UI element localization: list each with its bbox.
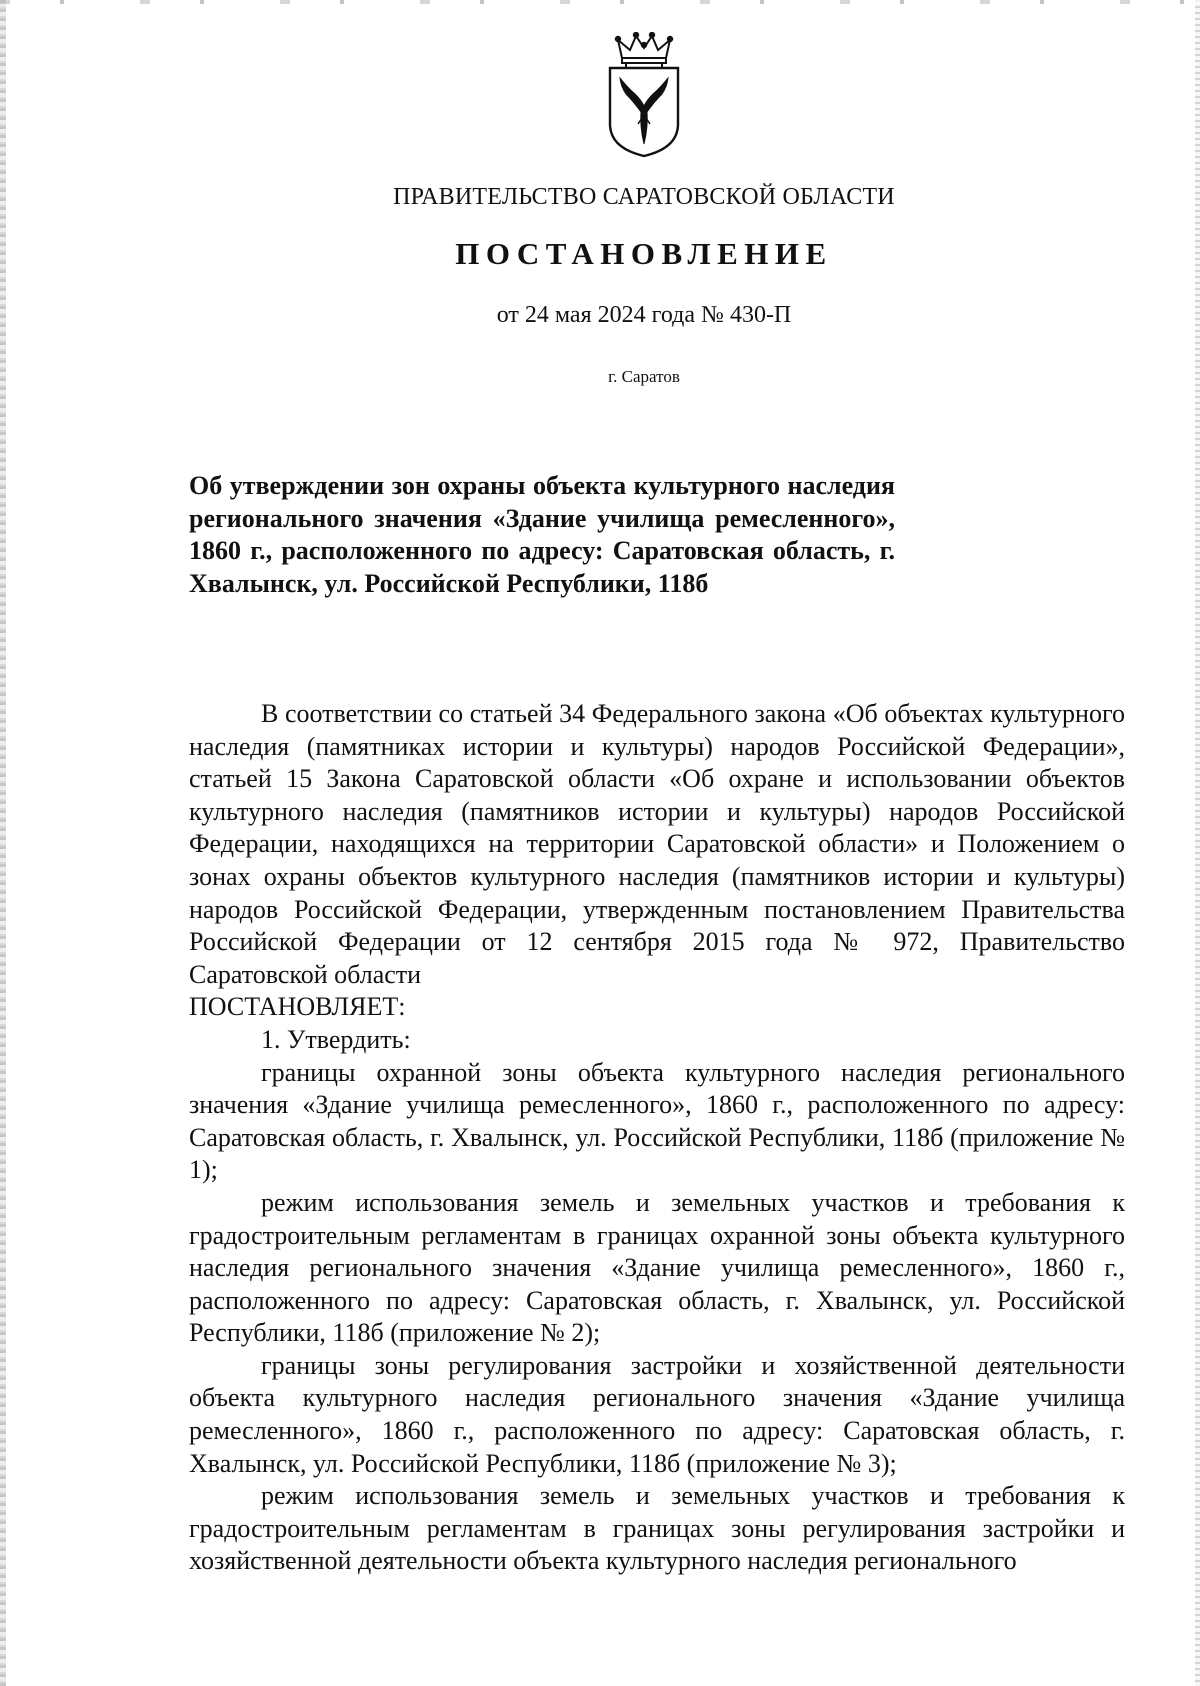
issuer-name: ПРАВИТЕЛЬСТВО САРАТОВСКОЙ ОБЛАСТИ xyxy=(393,184,895,210)
document-date-number: от 24 мая 2024 года № 430-П xyxy=(496,302,792,328)
scan-edge-top xyxy=(0,0,1200,4)
clause-1-paragraph: границы охранной зоны объекта культурного наследия регионального значения «Здание училища ремесленного», 1860 г., расположенного по адресу: Саратовская область, г. Хвалынск, ул. Российской Республики, 118б (приложение № 1); xyxy=(189,1057,1125,1185)
clause-2-paragraph: режим использования земель и земельных участков и требования к градостроительным регламентам в границах охранной зоны объекта культурного наследия регионального значения «Здание училища ремесленного», 1860 г., расположенного по адресу: Саратовская область, г. Хвалынск, ул. Российской Республики, 118б (приложение № 2); xyxy=(189,1187,1125,1348)
preamble-paragraph: В соответствии со статьей 34 Федерального закона «Об объектах культурного наследия (памятниках истории и культуры) народов Российской Федерации», статьей 15 Закона Саратовской области «Об охране и использовании объектов культурного наследия (памятников истории и культуры) народов Российской Федерации, находящихся на территории Саратовской области» и Положением о зонах охраны объектов культурного наследия (памятников истории и культуры) народов Российской Федерации, утвержденным постановлением Правительства Российской Федерации от 12 сентября 2015 года № 972, Правительство Саратовской области xyxy=(189,699,1125,989)
resolves-line: ПОСТАНОВЛЯЕТ: xyxy=(189,992,406,1022)
document-type: ПОСТАНОВЛЕНИЕ xyxy=(455,236,833,271)
clause-4-paragraph: режим использования земель и земельных участков и требования к градостроительным регламентам в границах зоны регулирования застройки и хозяйственной деятельности объекта культурного наследия регионального xyxy=(189,1481,1125,1576)
item-1-heading: 1. Утвердить: xyxy=(261,1024,411,1054)
document-city: г. Саратов xyxy=(608,367,680,386)
saratov-oblast-coat-of-arms-icon xyxy=(604,32,684,158)
document-title: Об утверждении зон охраны объекта культурного наследия регионального значения «Здание училища ремесленного», 1860 г., расположенного по адресу: Саратовская область, г. Хвалынск, ул. Российской Республики, 118б xyxy=(189,471,895,598)
document-body xyxy=(189,698,1125,1578)
clause-3-paragraph: границы зоны регулирования застройки и хозяйственной деятельности объекта культурного наследия регионального значения «Здание училища ремесленного», 1860 г., расположенного по адресу: Саратовская область, г. Хвалынск, ул. Российской Республики, 118б (приложение № 3); xyxy=(189,1350,1125,1478)
